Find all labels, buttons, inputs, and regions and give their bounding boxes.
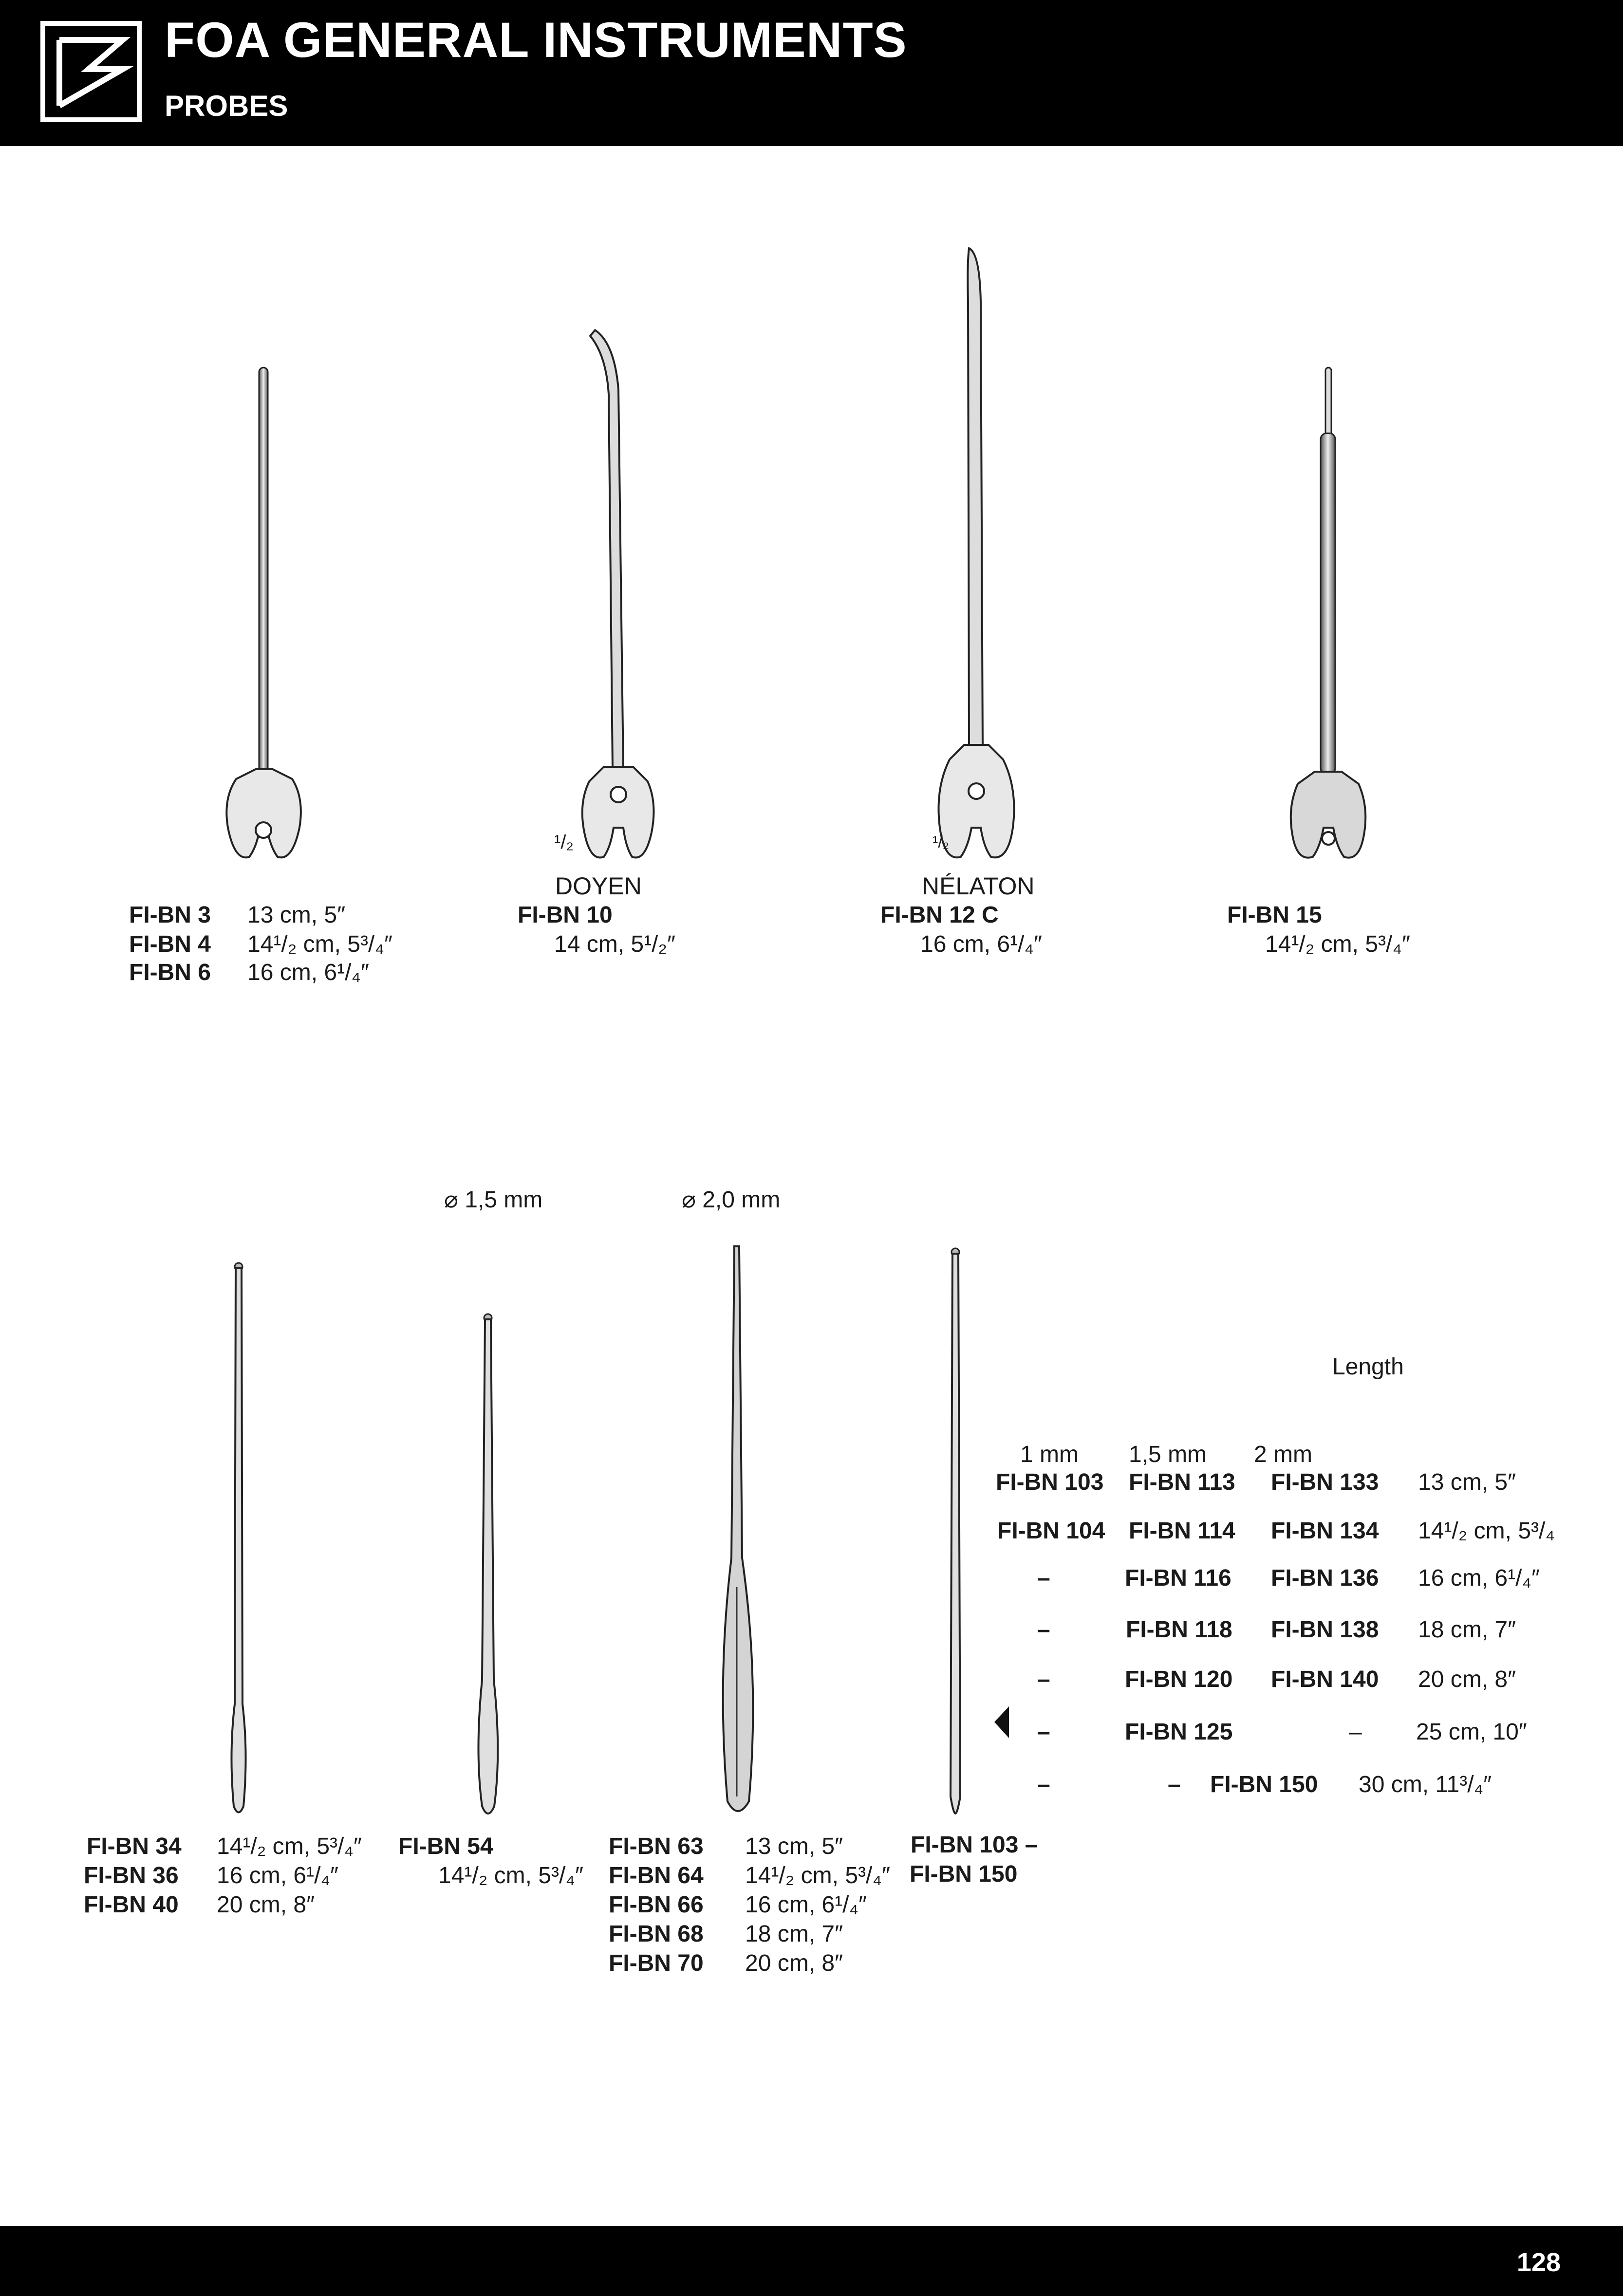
table-cell: FI-BN 104 <box>997 1518 1105 1544</box>
code-fibn3: FI-BN 3 <box>129 902 211 928</box>
scale-nelaton: ¹/₂ <box>933 833 949 852</box>
table-cell: FI-BN 116 <box>1125 1565 1231 1591</box>
table-cell: – <box>1037 1565 1050 1591</box>
table-cell: FI-BN 140 <box>1271 1666 1379 1692</box>
size-fibn3: 13 cm, 5″ <box>247 902 346 928</box>
probe-fibn103-illustration <box>951 1248 960 1814</box>
table-cell: – <box>1037 1617 1050 1643</box>
name-nelaton: NÉLATON <box>922 872 1035 900</box>
code-fibn36: FI-BN 36 <box>84 1863 179 1889</box>
table-cell: – <box>1037 1719 1050 1745</box>
size-fibn70: 20 cm, 8″ <box>745 1950 843 1976</box>
probe-doyen-illustration <box>582 330 654 857</box>
table-cell: FI-BN 133 <box>1271 1469 1379 1495</box>
table-cell: 16 cm, 6¹/₄″ <box>1418 1565 1540 1591</box>
code-fibn54: FI-BN 54 <box>398 1833 493 1859</box>
size-fibn34: 14¹/₂ cm, 5³/₄″ <box>217 1833 362 1859</box>
size-fibn10: 14 cm, 5¹/₂″ <box>554 931 676 957</box>
length-header-2mm: 2 mm <box>1254 1442 1312 1467</box>
code-fibn10: FI-BN 10 <box>518 902 613 928</box>
size-fibn15: 14¹/₂ cm, 5³/₄″ <box>1265 931 1410 957</box>
table-cell: FI-BN 136 <box>1271 1565 1379 1591</box>
size-fibn6: 16 cm, 6¹/₄″ <box>247 960 369 985</box>
code-fibn64: FI-BN 64 <box>609 1863 704 1889</box>
table-cell: – <box>1168 1772 1181 1797</box>
code-fibn34: FI-BN 34 <box>87 1833 182 1859</box>
code-fibn103: FI-BN 103 – <box>911 1832 1038 1858</box>
footer-bar <box>0 2226 1623 2296</box>
page-number: 128 <box>1516 2248 1561 2277</box>
table-cell: FI-BN 103 <box>996 1469 1104 1495</box>
code-fibn63: FI-BN 63 <box>609 1833 704 1859</box>
probe-fibn34-illustration <box>231 1263 245 1813</box>
section-title: PROBES <box>165 90 288 122</box>
table-cell: 13 cm, 5″ <box>1418 1469 1516 1495</box>
table-cell: – <box>1349 1719 1362 1745</box>
size-fibn64: 14¹/₂ cm, 5³/₄″ <box>745 1863 890 1889</box>
probe-fibn15-illustration <box>1291 368 1365 858</box>
code-fibn68: FI-BN 68 <box>609 1921 704 1947</box>
size-fibn4: 14¹/₂ cm, 5³/₄″ <box>247 931 392 957</box>
row-marker-icon <box>994 1706 1009 1738</box>
table-cell: FI-BN 138 <box>1271 1617 1379 1643</box>
table-cell: 20 cm, 8″ <box>1418 1666 1516 1692</box>
code-fibn70: FI-BN 70 <box>609 1950 704 1976</box>
probe-fibn3-illustration <box>226 368 301 857</box>
table-cell: FI-BN 125 <box>1125 1719 1233 1745</box>
table-cell: FI-BN 120 <box>1125 1666 1233 1692</box>
length-table-title: Length <box>1332 1354 1404 1380</box>
name-doyen: DOYEN <box>555 872 642 900</box>
table-cell: 25 cm, 10″ <box>1416 1719 1527 1745</box>
diameter-1-5mm: ⌀ 1,5 mm <box>444 1187 543 1213</box>
diameter-2-0mm: ⌀ 2,0 mm <box>682 1187 781 1213</box>
probe-fibn63-illustration <box>723 1246 753 1811</box>
code-fibn15: FI-BN 15 <box>1227 902 1322 928</box>
code-fibn6: FI-BN 6 <box>129 960 211 985</box>
size-fibn54: 14¹/₂ cm, 5³/₄″ <box>438 1863 583 1889</box>
brand-title: FOA GENERAL INSTRUMENTS <box>165 12 907 68</box>
code-fibn150: FI-BN 150 <box>910 1861 1018 1887</box>
code-fibn66: FI-BN 66 <box>609 1892 704 1918</box>
code-fibn40: FI-BN 40 <box>84 1892 179 1918</box>
size-fibn40: 20 cm, 8″ <box>217 1892 315 1918</box>
probe-fibn54-illustration <box>479 1314 498 1814</box>
table-cell: 14¹/₂ cm, 5³/₄ <box>1418 1518 1555 1544</box>
code-fibn12c: FI-BN 12 C <box>880 902 999 928</box>
table-cell: 18 cm, 7″ <box>1418 1617 1516 1643</box>
table-cell: – <box>1037 1666 1050 1692</box>
table-cell: – <box>1037 1772 1050 1797</box>
table-cell: FI-BN 150 <box>1210 1772 1318 1797</box>
size-fibn12c: 16 cm, 6¹/₄″ <box>920 931 1042 957</box>
table-cell: 30 cm, 11³/₄″ <box>1359 1772 1492 1797</box>
length-header-1mm: 1 mm <box>1020 1442 1079 1467</box>
table-cell: FI-BN 113 <box>1129 1469 1235 1495</box>
table-cell: FI-BN 114 <box>1129 1518 1235 1544</box>
probe-nelaton-illustration <box>939 248 1014 857</box>
scale-doyen: ¹/₂ <box>554 832 574 853</box>
table-cell: FI-BN 118 <box>1126 1617 1232 1643</box>
table-cell: FI-BN 134 <box>1271 1518 1379 1544</box>
length-header-1-5mm: 1,5 mm <box>1129 1442 1207 1467</box>
code-fibn4: FI-BN 4 <box>129 931 211 957</box>
size-fibn68: 18 cm, 7″ <box>745 1921 843 1947</box>
size-fibn63: 13 cm, 5″ <box>745 1833 843 1859</box>
size-fibn66: 16 cm, 6¹/₄″ <box>745 1892 867 1918</box>
size-fibn36: 16 cm, 6¹/₄″ <box>217 1863 338 1889</box>
